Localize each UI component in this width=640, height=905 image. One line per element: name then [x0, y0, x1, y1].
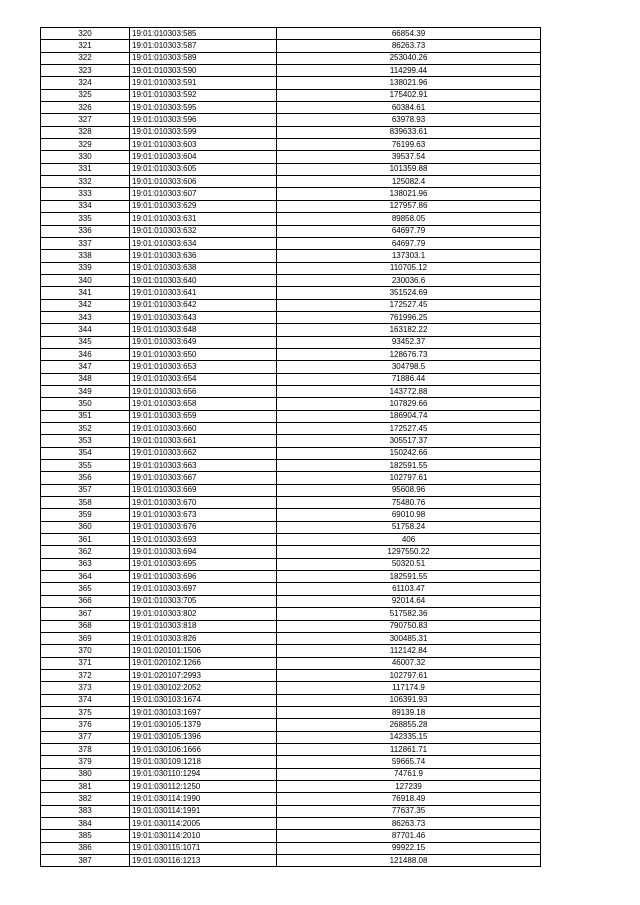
- cadastral-number: 19:01:030105:1396: [130, 731, 277, 743]
- cadastral-value: 75480.76: [277, 497, 541, 509]
- cadastral-value: 60384.61: [277, 102, 541, 114]
- cadastral-value: 761996.25: [277, 311, 541, 323]
- row-number: 346: [41, 348, 130, 360]
- table-row: [41, 694, 541, 706]
- table-row: [41, 250, 541, 262]
- cadastral-value: 102797.61: [277, 472, 541, 484]
- cadastral-number: 19:01:010303:606: [130, 176, 277, 188]
- cadastral-number: 19:01:010303:642: [130, 299, 277, 311]
- table-row: [41, 706, 541, 718]
- cadastral-value: 51758.24: [277, 521, 541, 533]
- cadastral-number: 19:01:010303:648: [130, 324, 277, 336]
- table-row: [41, 780, 541, 792]
- cadastral-number: 19:01:010303:676: [130, 521, 277, 533]
- table-row: [41, 126, 541, 138]
- cadastral-value: 102797.61: [277, 669, 541, 681]
- row-number: 371: [41, 657, 130, 669]
- cadastral-number: 19:01:010303:599: [130, 126, 277, 138]
- cadastral-number: 19:01:010303:697: [130, 583, 277, 595]
- cadastral-value: 50320.51: [277, 558, 541, 570]
- row-number: 336: [41, 225, 130, 237]
- cadastral-number: 19:01:010303:634: [130, 237, 277, 249]
- cadastral-number: 19:01:010303:667: [130, 472, 277, 484]
- row-number: 328: [41, 126, 130, 138]
- cadastral-value: 143772.88: [277, 385, 541, 397]
- table-row: [41, 805, 541, 817]
- cadastral-value: 839633.61: [277, 126, 541, 138]
- table-row: [41, 324, 541, 336]
- cadastral-number: 19:01:030114:1990: [130, 793, 277, 805]
- cadastral-value: 125082.4: [277, 176, 541, 188]
- cadastral-number: 19:01:010303:826: [130, 632, 277, 644]
- cadastral-value: 138021.96: [277, 188, 541, 200]
- row-number: 383: [41, 805, 130, 817]
- cadastral-number: 19:01:010303:590: [130, 65, 277, 77]
- row-number: 367: [41, 608, 130, 620]
- cadastral-number: 19:01:010303:643: [130, 311, 277, 323]
- cadastral-value: 163182.22: [277, 324, 541, 336]
- cadastral-value: 300485.31: [277, 632, 541, 644]
- row-number: 378: [41, 743, 130, 755]
- cadastral-number: 19:01:010303:705: [130, 595, 277, 607]
- row-number: 348: [41, 373, 130, 385]
- cadastral-value: 128676.73: [277, 348, 541, 360]
- row-number: 329: [41, 139, 130, 151]
- table-row: [41, 595, 541, 607]
- table-row: [41, 756, 541, 768]
- row-number: 357: [41, 484, 130, 496]
- table-row: [41, 225, 541, 237]
- row-number: 352: [41, 423, 130, 435]
- cadastral-value: 112142.84: [277, 645, 541, 657]
- cadastral-value: 71886.44: [277, 373, 541, 385]
- cadastral-number: 19:01:010303:629: [130, 200, 277, 212]
- cadastral-value: 87701.46: [277, 830, 541, 842]
- cadastral-number: 19:01:010303:818: [130, 620, 277, 632]
- table-row: [41, 558, 541, 570]
- table-row: [41, 213, 541, 225]
- cadastral-number: 19:01:010303:653: [130, 361, 277, 373]
- cadastral-value: 137303.1: [277, 250, 541, 262]
- table-row: [41, 632, 541, 644]
- cadastral-value: 64697.79: [277, 225, 541, 237]
- table-row: [41, 28, 541, 40]
- table-row: [41, 398, 541, 410]
- table-row: [41, 89, 541, 101]
- cadastral-value: 117174.9: [277, 682, 541, 694]
- cadastral-value: 304798.5: [277, 361, 541, 373]
- table-row: [41, 65, 541, 77]
- cadastral-value: 175402.91: [277, 89, 541, 101]
- table-row: [41, 620, 541, 632]
- table-row: [41, 151, 541, 163]
- table-row: [41, 200, 541, 212]
- cadastral-number: 19:01:010303:660: [130, 423, 277, 435]
- cadastral-value: 114299.44: [277, 65, 541, 77]
- cadastral-value: 89139.18: [277, 706, 541, 718]
- cadastral-value: 121488.08: [277, 855, 541, 867]
- cadastral-value: 89858.05: [277, 213, 541, 225]
- row-number: 349: [41, 385, 130, 397]
- cadastral-number: 19:01:030114:2005: [130, 818, 277, 830]
- cadastral-number: 19:01:010303:640: [130, 274, 277, 286]
- cadastral-number: 19:01:010303:654: [130, 373, 277, 385]
- cadastral-value: 46007.32: [277, 657, 541, 669]
- table-row: [41, 435, 541, 447]
- cadastral-number: 19:01:010303:670: [130, 497, 277, 509]
- cadastral-number: 19:01:030116:1213: [130, 855, 277, 867]
- cadastral-number: 19:01:010303:605: [130, 163, 277, 175]
- cadastral-value: 182591.55: [277, 460, 541, 472]
- cadastral-value: 39537.54: [277, 151, 541, 163]
- cadastral-number: 19:01:030103:1697: [130, 706, 277, 718]
- cadastral-value: 99922.15: [277, 842, 541, 854]
- cadastral-number: 19:01:010303:638: [130, 262, 277, 274]
- cadastral-number: 19:01:010303:604: [130, 151, 277, 163]
- row-number: 372: [41, 669, 130, 681]
- row-number: 338: [41, 250, 130, 262]
- cadastral-value: 61103.47: [277, 583, 541, 595]
- row-number: 334: [41, 200, 130, 212]
- row-number: 387: [41, 855, 130, 867]
- row-number: 381: [41, 780, 130, 792]
- table-row: [41, 855, 541, 867]
- cadastral-number: 19:01:030110:1294: [130, 768, 277, 780]
- cadastral-value: 63978.93: [277, 114, 541, 126]
- table-row: [41, 274, 541, 286]
- cadastral-value: 74761.9: [277, 768, 541, 780]
- cadastral-value: 127957.86: [277, 200, 541, 212]
- row-number: 362: [41, 546, 130, 558]
- document-page: [40, 27, 541, 867]
- cadastral-value: 150242.66: [277, 447, 541, 459]
- row-number: 320: [41, 28, 130, 40]
- table-row: [41, 139, 541, 151]
- cadastral-value: 172527.45: [277, 423, 541, 435]
- cadastral-number: 19:01:010303:596: [130, 114, 277, 126]
- cadastral-value: 142335.15: [277, 731, 541, 743]
- table-row: [41, 509, 541, 521]
- row-number: 326: [41, 102, 130, 114]
- cadastral-value: 182591.55: [277, 571, 541, 583]
- cadastral-value: 112861.71: [277, 743, 541, 755]
- row-number: 384: [41, 818, 130, 830]
- table-row: [41, 731, 541, 743]
- cadastral-value: 110705.12: [277, 262, 541, 274]
- cadastral-value: 138021.96: [277, 77, 541, 89]
- table-row: [41, 299, 541, 311]
- cadastral-number: 19:01:010303:650: [130, 348, 277, 360]
- row-number: 339: [41, 262, 130, 274]
- cadastral-value: 186904.74: [277, 410, 541, 422]
- cadastral-number: 19:01:010303:649: [130, 336, 277, 348]
- row-number: 330: [41, 151, 130, 163]
- cadastral-value: 230036.6: [277, 274, 541, 286]
- table-row: [41, 262, 541, 274]
- row-number: 386: [41, 842, 130, 854]
- table-row: [41, 793, 541, 805]
- cadastral-number: 19:01:030114:2010: [130, 830, 277, 842]
- cadastral-value: 64697.79: [277, 237, 541, 249]
- cadastral-value: 95608.96: [277, 484, 541, 496]
- row-number: 347: [41, 361, 130, 373]
- row-number: 361: [41, 534, 130, 546]
- cadastral-value: 253040.26: [277, 52, 541, 64]
- cadastral-value: 59665.74: [277, 756, 541, 768]
- table-row: [41, 546, 541, 558]
- cadastral-number: 19:01:010303:673: [130, 509, 277, 521]
- table-body: [41, 28, 541, 867]
- cadastral-value: 351524.69: [277, 287, 541, 299]
- table-row: [41, 385, 541, 397]
- cadastral-number: 19:01:010303:656: [130, 385, 277, 397]
- row-number: 374: [41, 694, 130, 706]
- table-row: [41, 460, 541, 472]
- row-number: 377: [41, 731, 130, 743]
- row-number: 325: [41, 89, 130, 101]
- cadastral-number: 19:01:010303:603: [130, 139, 277, 151]
- cadastral-value: 406: [277, 534, 541, 546]
- cadastral-number: 19:01:010303:641: [130, 287, 277, 299]
- row-number: 376: [41, 719, 130, 731]
- row-number: 340: [41, 274, 130, 286]
- table-row: [41, 373, 541, 385]
- table-row: [41, 583, 541, 595]
- row-number: 373: [41, 682, 130, 694]
- table-row: [41, 830, 541, 842]
- cadastral-number: 19:01:010303:802: [130, 608, 277, 620]
- row-number: 356: [41, 472, 130, 484]
- table-row: [41, 645, 541, 657]
- cadastral-value: 86263.73: [277, 818, 541, 830]
- cadastral-value: 76918.49: [277, 793, 541, 805]
- table-row: [41, 348, 541, 360]
- row-number: 369: [41, 632, 130, 644]
- row-number: 353: [41, 435, 130, 447]
- cadastral-number: 19:01:030109:1218: [130, 756, 277, 768]
- cadastral-value: 76199.63: [277, 139, 541, 151]
- table-row: [41, 114, 541, 126]
- table-row: [41, 163, 541, 175]
- table-row: [41, 472, 541, 484]
- cadastral-number: 19:01:010303:636: [130, 250, 277, 262]
- row-number: 335: [41, 213, 130, 225]
- cadastral-value: 790750.83: [277, 620, 541, 632]
- cadastral-number: 19:01:030105:1379: [130, 719, 277, 731]
- cadastral-value: 92014.64: [277, 595, 541, 607]
- cadastral-number: 19:01:020102:1266: [130, 657, 277, 669]
- row-number: 322: [41, 52, 130, 64]
- cadastral-number: 19:01:010303:693: [130, 534, 277, 546]
- cadastral-value: 517582.36: [277, 608, 541, 620]
- table-row: [41, 311, 541, 323]
- row-number: 341: [41, 287, 130, 299]
- table-row: [41, 102, 541, 114]
- table-row: [41, 682, 541, 694]
- cadastral-number: 19:01:010303:696: [130, 571, 277, 583]
- row-number: 344: [41, 324, 130, 336]
- cadastral-number: 19:01:010303:694: [130, 546, 277, 558]
- cadastral-number: 19:01:010303:695: [130, 558, 277, 570]
- table-row: [41, 719, 541, 731]
- cadastral-number: 19:01:010303:591: [130, 77, 277, 89]
- cadastral-number: 19:01:030112:1250: [130, 780, 277, 792]
- row-number: 321: [41, 40, 130, 52]
- row-number: 354: [41, 447, 130, 459]
- row-number: 366: [41, 595, 130, 607]
- cadastral-number: 19:01:010303:661: [130, 435, 277, 447]
- cadastral-number: 19:01:030115:1071: [130, 842, 277, 854]
- cadastral-value: 86263.73: [277, 40, 541, 52]
- cadastral-value-table: [40, 27, 541, 867]
- table-row: [41, 52, 541, 64]
- table-row: [41, 336, 541, 348]
- cadastral-number: 19:01:030102:2052: [130, 682, 277, 694]
- cadastral-value: 77637.35: [277, 805, 541, 817]
- row-number: 327: [41, 114, 130, 126]
- cadastral-value: 127239: [277, 780, 541, 792]
- row-number: 363: [41, 558, 130, 570]
- row-number: 323: [41, 65, 130, 77]
- row-number: 351: [41, 410, 130, 422]
- table-row: [41, 40, 541, 52]
- table-row: [41, 176, 541, 188]
- row-number: 355: [41, 460, 130, 472]
- table-row: [41, 287, 541, 299]
- cadastral-number: 19:01:010303:662: [130, 447, 277, 459]
- cadastral-number: 19:01:030114:1991: [130, 805, 277, 817]
- row-number: 365: [41, 583, 130, 595]
- row-number: 345: [41, 336, 130, 348]
- cadastral-number: 19:01:010303:595: [130, 102, 277, 114]
- row-number: 333: [41, 188, 130, 200]
- cadastral-value: 101359.88: [277, 163, 541, 175]
- cadastral-number: 19:01:030103:1674: [130, 694, 277, 706]
- row-number: 358: [41, 497, 130, 509]
- table-row: [41, 77, 541, 89]
- cadastral-number: 19:01:010303:587: [130, 40, 277, 52]
- row-number: 370: [41, 645, 130, 657]
- table-row: [41, 423, 541, 435]
- row-number: 385: [41, 830, 130, 842]
- cadastral-value: 268855.28: [277, 719, 541, 731]
- table-row: [41, 188, 541, 200]
- table-row: [41, 608, 541, 620]
- table-row: [41, 768, 541, 780]
- table-row: [41, 818, 541, 830]
- cadastral-number: 19:01:010303:658: [130, 398, 277, 410]
- cadastral-value: 172527.45: [277, 299, 541, 311]
- row-number: 343: [41, 311, 130, 323]
- cadastral-number: 19:01:010303:589: [130, 52, 277, 64]
- cadastral-number: 19:01:010303:631: [130, 213, 277, 225]
- table-row: [41, 497, 541, 509]
- row-number: 350: [41, 398, 130, 410]
- cadastral-number: 19:01:020101:1506: [130, 645, 277, 657]
- cadastral-value: 305517.37: [277, 435, 541, 447]
- row-number: 382: [41, 793, 130, 805]
- cadastral-number: 19:01:010303:663: [130, 460, 277, 472]
- cadastral-value: 66854.39: [277, 28, 541, 40]
- table-row: [41, 743, 541, 755]
- cadastral-number: 19:01:020107:2993: [130, 669, 277, 681]
- row-number: 375: [41, 706, 130, 718]
- table-row: [41, 571, 541, 583]
- row-number: 368: [41, 620, 130, 632]
- row-number: 360: [41, 521, 130, 533]
- table-row: [41, 534, 541, 546]
- cadastral-value: 69010.98: [277, 509, 541, 521]
- row-number: 379: [41, 756, 130, 768]
- cadastral-value: 106391.93: [277, 694, 541, 706]
- row-number: 324: [41, 77, 130, 89]
- cadastral-number: 19:01:010303:632: [130, 225, 277, 237]
- row-number: 332: [41, 176, 130, 188]
- cadastral-number: 19:01:010303:607: [130, 188, 277, 200]
- table-row: [41, 521, 541, 533]
- table-row: [41, 669, 541, 681]
- table-row: [41, 410, 541, 422]
- table-row: [41, 657, 541, 669]
- cadastral-value: 93452.37: [277, 336, 541, 348]
- table-row: [41, 842, 541, 854]
- row-number: 331: [41, 163, 130, 175]
- cadastral-number: 19:01:010303:669: [130, 484, 277, 496]
- row-number: 364: [41, 571, 130, 583]
- table-row: [41, 447, 541, 459]
- row-number: 359: [41, 509, 130, 521]
- cadastral-number: 19:01:030106:1666: [130, 743, 277, 755]
- table-row: [41, 484, 541, 496]
- table-row: [41, 237, 541, 249]
- row-number: 337: [41, 237, 130, 249]
- cadastral-number: 19:01:010303:585: [130, 28, 277, 40]
- row-number: 380: [41, 768, 130, 780]
- cadastral-number: 19:01:010303:659: [130, 410, 277, 422]
- table-row: [41, 361, 541, 373]
- cadastral-value: 1297550.22: [277, 546, 541, 558]
- cadastral-value: 107829.66: [277, 398, 541, 410]
- cadastral-number: 19:01:010303:592: [130, 89, 277, 101]
- row-number: 342: [41, 299, 130, 311]
